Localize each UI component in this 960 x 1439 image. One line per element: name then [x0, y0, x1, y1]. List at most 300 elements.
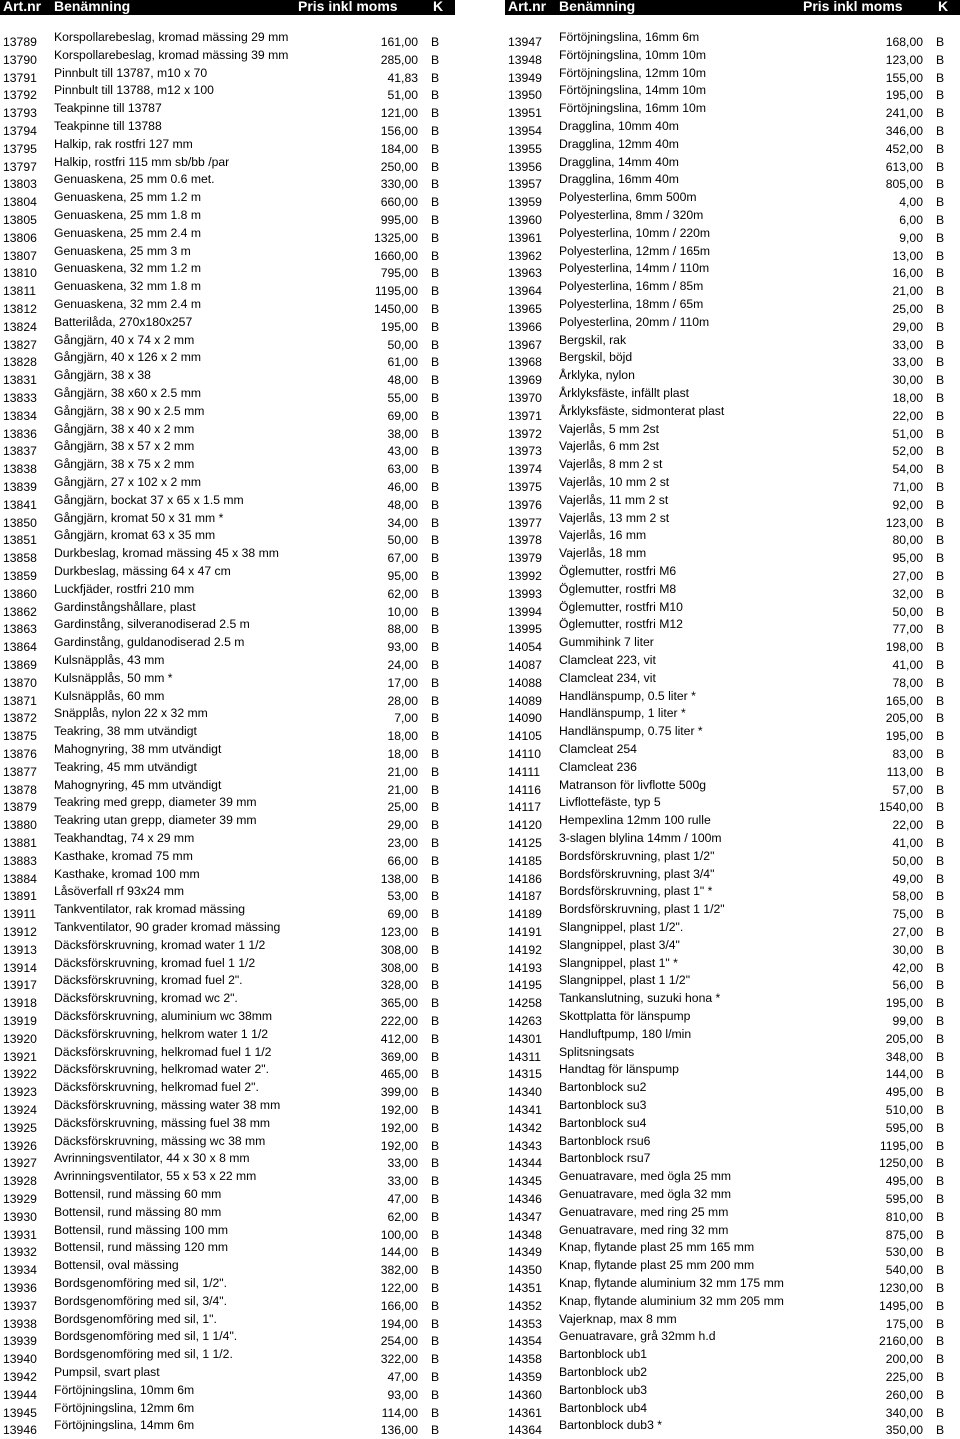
art-nr: 14116	[508, 782, 541, 797]
art-nr: 14348	[508, 1227, 542, 1242]
item-name: Bordsförskruvning, plast 1/2"	[559, 848, 715, 863]
item-price: 166,00	[380, 1298, 418, 1313]
item-price: 114,00	[381, 1405, 418, 1420]
item-name: Polyesterlina, 10mm / 220m	[559, 225, 711, 240]
item-name: Clamcleat 234, vit	[559, 670, 656, 685]
item-price: 121,00	[380, 106, 418, 121]
item-price: 56,00	[892, 978, 923, 993]
item-price: 29,00	[892, 319, 923, 334]
item-name: Pinnbult till 13788, m12 x 100	[54, 83, 214, 98]
item-price: 27,00	[892, 925, 923, 939]
item-name: Polyesterlina, 8mm / 320m	[559, 208, 704, 222]
item-k: B	[431, 960, 440, 975]
item-name: Durkbeslag, kromad mässing 45 x 38 mm	[54, 546, 279, 561]
item-price: 369,00	[380, 1049, 418, 1064]
item-k: B	[431, 782, 440, 797]
item-k: B	[431, 319, 440, 334]
item-price: 33,00	[387, 1156, 418, 1171]
item-name: Vajerlås, 18 mm	[559, 546, 647, 561]
item-k: B	[936, 35, 945, 49]
header-name: Benämning	[54, 0, 131, 14]
item-name: Däcksförskruvning, kromad fuel 1 1/2	[54, 955, 256, 970]
art-nr: 13966	[508, 319, 542, 334]
art-nr: 13959	[508, 195, 542, 210]
item-price: 123,00	[380, 925, 418, 939]
item-price: 540,00	[885, 1263, 923, 1278]
item-k: B	[936, 1209, 945, 1224]
item-k: B	[936, 319, 945, 334]
art-nr: 13957	[508, 177, 542, 192]
art-nr: 13831	[3, 373, 37, 388]
art-nr: 13962	[508, 248, 542, 263]
art-nr: 13979	[508, 551, 542, 566]
item-price: 595,00	[885, 1120, 923, 1135]
item-price: 4,00	[899, 195, 923, 210]
item-name: Förtöjningslina, 10mm 10m	[559, 47, 706, 62]
item-price: 16,00	[892, 266, 923, 281]
item-price: 33,00	[892, 337, 923, 352]
item-price: 83,00	[892, 747, 923, 761]
item-k: B	[431, 52, 440, 67]
item-name: Knap, flytande plast 25 mm 200 mm	[559, 1258, 755, 1273]
item-name: Kasthake, kromad 100 mm	[54, 866, 200, 881]
item-price: 1495,00	[878, 1298, 923, 1313]
item-price: 21,00	[387, 764, 418, 779]
item-name: Korspollarebeslag, kromad mässing 29 mm	[54, 30, 289, 44]
item-price: 7,00	[394, 711, 418, 726]
item-k: B	[936, 391, 945, 405]
art-nr: 13793	[3, 106, 37, 121]
item-k: B	[936, 675, 945, 690]
art-nr: 13862	[3, 604, 37, 619]
art-nr: 13977	[508, 515, 542, 530]
item-price: 613,00	[885, 159, 923, 174]
art-nr: 13913	[3, 942, 37, 957]
item-k: B	[936, 978, 945, 993]
item-k: B	[431, 177, 440, 192]
item-name: Dragglina, 14mm 40m	[559, 154, 679, 169]
right-column	[505, 0, 960, 1438]
art-nr: 13834	[3, 408, 37, 423]
item-name: Gummihink 7 liter	[559, 635, 654, 650]
item-name: Bottensil, rund mässing 80 mm	[54, 1204, 222, 1219]
art-nr: 14315	[508, 1067, 542, 1082]
item-name: Årklyksfäste, infällt plast	[559, 386, 690, 400]
item-name: 3-slagen blylina 14mm / 100m	[559, 831, 722, 845]
item-k: B	[431, 391, 440, 405]
item-k: B	[431, 444, 440, 459]
item-name: Gångjärn, 38 x 40 x 2 mm	[54, 421, 195, 436]
art-nr: 14192	[508, 942, 542, 957]
item-k: B	[936, 106, 945, 121]
item-k: B	[431, 907, 440, 922]
item-name: Gångjärn, bockat 37 x 65 x 1.5 mm	[54, 492, 244, 507]
table-header-right	[505, 0, 960, 15]
item-price: 795,00	[380, 266, 418, 281]
item-name: Öglemutter, rostfri M10	[559, 599, 683, 614]
item-name: Mahognyring, 45 mm utvändigt	[54, 777, 222, 792]
item-name: Genuatravare, med ring 25 mm	[559, 1204, 729, 1219]
item-k: B	[936, 747, 945, 761]
item-name: Bordsgenomföring med sil, 3/4".	[54, 1293, 228, 1308]
item-k: B	[936, 444, 945, 459]
item-k: B	[431, 213, 440, 227]
art-nr: 14346	[508, 1192, 542, 1206]
item-k: B	[431, 1067, 440, 1082]
art-nr: 13965	[508, 302, 542, 316]
art-nr: 13876	[3, 747, 37, 761]
item-k: B	[431, 800, 440, 815]
art-nr: 13994	[508, 604, 542, 619]
art-nr: 13878	[3, 782, 37, 797]
item-name: Vajerlås, 13 mm 2 st	[559, 510, 670, 525]
item-k: B	[936, 1298, 945, 1313]
art-nr: 13837	[3, 444, 37, 459]
header-price: Pris inkl moms	[803, 0, 903, 14]
item-name: Bordsförskruvning, plast 1 1/2"	[559, 902, 725, 917]
item-k: B	[936, 711, 945, 726]
item-name: Avrinningsventilator, 55 x 53 x 22 mm	[54, 1169, 257, 1184]
art-nr: 13927	[3, 1156, 37, 1171]
item-k: B	[431, 1423, 440, 1438]
art-nr: 13954	[508, 124, 542, 138]
art-nr: 13871	[3, 693, 37, 708]
art-nr: 13881	[3, 836, 37, 850]
art-nr: 13995	[508, 622, 542, 637]
item-price: 50,00	[387, 533, 418, 548]
item-name: Bergskil, böjd	[559, 350, 633, 365]
art-nr: 14361	[508, 1405, 542, 1420]
item-price: 382,00	[380, 1263, 418, 1278]
item-name: Årklyksfäste, sidmonterat plast	[559, 403, 725, 418]
item-price: 78,00	[892, 675, 923, 690]
item-name: Däcksförskruvning, mässing fuel 38 mm	[54, 1115, 271, 1130]
art-nr: 13955	[508, 141, 542, 156]
item-k: B	[936, 1387, 945, 1402]
item-name: Genuatravare, med ögla 32 mm	[559, 1187, 732, 1201]
item-k: B	[431, 70, 440, 85]
item-price: 1450,00	[373, 302, 418, 316]
art-nr: 14311	[508, 1049, 541, 1064]
item-k: B	[936, 1316, 945, 1331]
item-price: 2160,00	[878, 1334, 923, 1349]
item-k: B	[936, 373, 945, 388]
item-k: B	[936, 497, 945, 512]
art-nr: 13807	[3, 248, 37, 263]
item-k: B	[936, 52, 945, 67]
item-k: B	[936, 942, 945, 957]
item-k: B	[936, 1103, 945, 1117]
item-price: 495,00	[885, 1085, 923, 1100]
item-name: Dragglina, 10mm 40m	[559, 119, 679, 133]
item-price: 50,00	[892, 604, 923, 619]
item-k: B	[431, 1298, 440, 1313]
art-nr: 13869	[3, 658, 37, 672]
header-k: K	[433, 0, 444, 14]
item-price: 6,00	[899, 213, 923, 227]
item-price: 95,00	[892, 551, 923, 566]
item-name: Polyesterlina, 6mm 500m	[559, 190, 697, 205]
art-nr: 14353	[508, 1316, 542, 1331]
item-k: B	[431, 462, 440, 477]
art-nr: 13811	[3, 284, 36, 299]
art-nr: 13973	[508, 444, 542, 459]
item-name: Knap, flytande aluminium 32 mm 205 mm	[559, 1293, 784, 1308]
art-nr: 13931	[3, 1227, 37, 1242]
item-price: 205,00	[885, 711, 923, 726]
item-price: 1195,00	[879, 1138, 923, 1153]
art-nr: 13956	[508, 159, 542, 174]
art-nr: 13803	[3, 177, 37, 192]
item-k: B	[431, 141, 440, 156]
art-nr: 13925	[3, 1120, 37, 1135]
art-nr: 13993	[508, 586, 542, 601]
item-name: Tankventilator, 90 grader kromad mässing	[54, 920, 281, 934]
item-k: B	[431, 35, 440, 49]
item-name: Slangnippel, plast 1 1/2"	[559, 973, 691, 988]
item-name: Förtöjningslina, 14mm 10m	[559, 83, 706, 98]
item-k: B	[431, 1405, 440, 1420]
item-price: 1195,00	[374, 284, 418, 299]
item-k: B	[431, 818, 440, 833]
item-k: B	[936, 818, 945, 833]
art-nr: 13912	[3, 925, 37, 939]
item-name: Knap, flytande aluminium 32 mm 175 mm	[559, 1276, 784, 1290]
art-nr: 13884	[3, 871, 37, 886]
item-name: Clamcleat 236	[559, 759, 637, 774]
art-nr: 14358	[508, 1352, 542, 1367]
table-header-left	[0, 0, 455, 15]
art-nr: 14125	[508, 836, 542, 850]
item-k: B	[431, 355, 440, 370]
item-name: Bordsförskruvning, plast 3/4"	[559, 866, 715, 881]
item-k: B	[936, 1031, 945, 1046]
item-name: Genuatravare, grå 32mm h.d	[559, 1329, 716, 1344]
item-name: Livflottefäste, typ 5	[559, 795, 661, 810]
item-k: B	[431, 1370, 440, 1384]
item-k: B	[431, 1049, 440, 1064]
art-nr: 13792	[3, 88, 37, 103]
item-price: 24,00	[387, 658, 418, 672]
item-name: Tankanslutning, suzuki hona *	[559, 991, 721, 1006]
item-name: Bordsförskruvning, plast 1" *	[559, 884, 713, 899]
item-price: 21,00	[387, 782, 418, 797]
item-price: 250,00	[380, 159, 418, 174]
item-price: 192,00	[380, 1103, 418, 1117]
item-name: Polyesterlina, 12mm / 165m	[559, 243, 711, 258]
item-name: Skottplatta för länspump	[559, 1009, 691, 1023]
item-k: B	[936, 1334, 945, 1349]
item-name: Bordsgenomföring med sil, 1".	[54, 1311, 217, 1326]
item-price: 69,00	[387, 408, 418, 423]
art-nr: 14340	[508, 1085, 542, 1100]
item-k: B	[431, 1174, 440, 1189]
item-k: B	[431, 1085, 440, 1100]
item-price: 144,00	[885, 1067, 923, 1082]
item-k: B	[936, 1227, 945, 1242]
item-k: B	[431, 640, 440, 655]
item-price: 42,00	[892, 960, 923, 975]
art-nr: 14350	[508, 1263, 542, 1278]
item-k: B	[936, 302, 945, 316]
item-k: B	[936, 515, 945, 530]
item-name: Gångjärn, 38 x 38	[54, 368, 151, 383]
item-name: Teakpinne till 13787	[54, 101, 162, 116]
item-name: Öglemutter, rostfri M6	[559, 564, 677, 578]
item-k: B	[431, 1120, 440, 1135]
art-nr: 13946	[3, 1423, 37, 1438]
item-price: 205,00	[885, 1031, 923, 1046]
item-name: Dragglina, 16mm 40m	[559, 172, 679, 187]
item-k: B	[936, 996, 945, 1011]
item-price: 192,00	[380, 1120, 418, 1135]
item-name: Bartonblock rsu7	[559, 1151, 651, 1166]
art-nr: 13851	[3, 533, 37, 548]
header-art-nr: Art.nr	[508, 0, 547, 14]
art-nr: 13797	[3, 159, 37, 174]
art-nr: 13789	[3, 35, 37, 49]
item-price: 52,00	[892, 444, 923, 459]
item-k: B	[936, 658, 945, 672]
item-price: 23,00	[387, 836, 418, 850]
item-price: 100,00	[380, 1227, 418, 1242]
item-name: Genuaskena, 32 mm 1.8 m	[54, 279, 201, 294]
item-price: 51,00	[387, 88, 418, 103]
item-k: B	[936, 141, 945, 156]
item-name: Genuaskena, 25 mm 0.6 met.	[54, 172, 215, 187]
item-name: Vajerlås, 8 mm 2 st	[559, 457, 663, 472]
item-price: 30,00	[892, 942, 923, 957]
item-name: Bottensil, rund mässing 60 mm	[54, 1187, 222, 1201]
item-price: 67,00	[387, 551, 418, 566]
item-price: 495,00	[885, 1174, 923, 1189]
item-k: B	[936, 1120, 945, 1135]
item-price: 1540,00	[878, 800, 923, 815]
item-price: 92,00	[892, 497, 923, 512]
item-k: B	[936, 1352, 945, 1367]
item-price: 660,00	[380, 195, 418, 210]
item-k: B	[431, 1334, 440, 1349]
art-nr: 13880	[3, 818, 37, 833]
art-nr: 13864	[3, 640, 37, 655]
item-k: B	[936, 782, 945, 797]
table-row	[0, 1418, 455, 1439]
art-nr: 13920	[3, 1031, 37, 1046]
art-nr: 13883	[3, 853, 37, 868]
item-k: B	[431, 889, 440, 904]
item-price: 27,00	[892, 569, 923, 583]
item-k: B	[936, 693, 945, 708]
item-price: 75,00	[892, 907, 923, 922]
item-price: 25,00	[387, 800, 418, 815]
item-price: 412,00	[380, 1031, 418, 1046]
item-price: 452,00	[885, 141, 923, 156]
item-k: B	[936, 1245, 945, 1260]
art-nr: 13934	[3, 1263, 37, 1278]
item-price: 49,00	[892, 871, 923, 886]
item-k: B	[936, 88, 945, 103]
art-nr: 14089	[508, 693, 542, 708]
item-price: 161,00	[380, 35, 418, 49]
item-name: Gångjärn, 38 x 75 x 2 mm	[54, 457, 195, 472]
item-k: B	[936, 462, 945, 477]
item-k: B	[431, 1192, 440, 1206]
item-k: B	[431, 1387, 440, 1402]
item-name: Bartonblock rsu6	[559, 1133, 651, 1148]
item-price: 33,00	[892, 355, 923, 370]
item-k: B	[431, 480, 440, 494]
item-k: B	[431, 1263, 440, 1278]
item-price: 1250,00	[878, 1156, 923, 1171]
item-name: Genuatravare, med ring 32 mm	[559, 1222, 729, 1237]
item-k: B	[431, 764, 440, 779]
art-nr: 14120	[508, 818, 542, 833]
art-nr: 14352	[508, 1298, 542, 1313]
item-name: Genuaskena, 25 mm 2.4 m	[54, 225, 201, 240]
left-column	[0, 0, 455, 1438]
item-name: Bartonblock su3	[559, 1098, 647, 1112]
item-price: 322,00	[380, 1352, 418, 1367]
art-nr: 13850	[3, 515, 37, 530]
item-price: 53,00	[387, 889, 418, 904]
item-price: 57,00	[892, 782, 923, 797]
art-nr: 13930	[3, 1209, 37, 1224]
art-nr: 13872	[3, 711, 37, 726]
item-price: 30,00	[892, 373, 923, 388]
art-nr: 13968	[508, 355, 542, 370]
item-name: Kulsnäpplås, 60 mm	[54, 688, 165, 703]
item-name: Kasthake, kromad 75 mm	[54, 848, 193, 863]
item-name: Vajerlås, 10 mm 2 st	[559, 475, 670, 489]
item-k: B	[431, 658, 440, 672]
item-k: B	[431, 1245, 440, 1260]
item-name: Gångjärn, 40 x 126 x 2 mm	[54, 350, 201, 365]
item-k: B	[936, 355, 945, 370]
item-name: Gångjärn, 38 x60 x 2.5 mm	[54, 386, 201, 400]
item-name: Förtöjningslina, 10mm 6m	[54, 1382, 195, 1397]
item-price: 200,00	[885, 1352, 923, 1367]
art-nr: 13810	[3, 266, 37, 281]
art-nr: 13945	[3, 1405, 37, 1420]
art-nr: 13936	[3, 1281, 37, 1295]
item-k: B	[431, 1031, 440, 1046]
item-price: 9,00	[899, 230, 923, 245]
art-nr: 14258	[508, 996, 542, 1011]
item-price: 34,00	[387, 515, 418, 530]
item-name: Kulsnäpplås, 43 mm	[54, 653, 165, 667]
item-k: B	[431, 426, 440, 441]
item-name: Pumpsil, svart plast	[54, 1365, 160, 1379]
item-price: 399,00	[380, 1085, 418, 1100]
item-k: B	[936, 1423, 945, 1438]
item-price: 530,00	[885, 1245, 923, 1260]
item-price: 465,00	[380, 1067, 418, 1082]
art-nr: 13978	[508, 533, 542, 548]
item-k: B	[431, 604, 440, 619]
item-name: Bartonblock ub4	[559, 1400, 648, 1415]
item-k: B	[936, 1067, 945, 1082]
art-nr: 13992	[508, 569, 542, 583]
item-name: Vajerlås, 16 mm	[559, 528, 647, 543]
item-k: B	[936, 408, 945, 423]
item-name: Bordsgenomföring med sil, 1 1/2.	[54, 1347, 233, 1362]
item-k: B	[936, 960, 945, 975]
item-name: Polyesterlina, 20mm / 110m	[559, 314, 710, 329]
art-nr: 13951	[508, 106, 542, 121]
item-k: B	[431, 1138, 440, 1153]
art-nr: 13859	[3, 569, 37, 583]
item-k: B	[431, 248, 440, 263]
